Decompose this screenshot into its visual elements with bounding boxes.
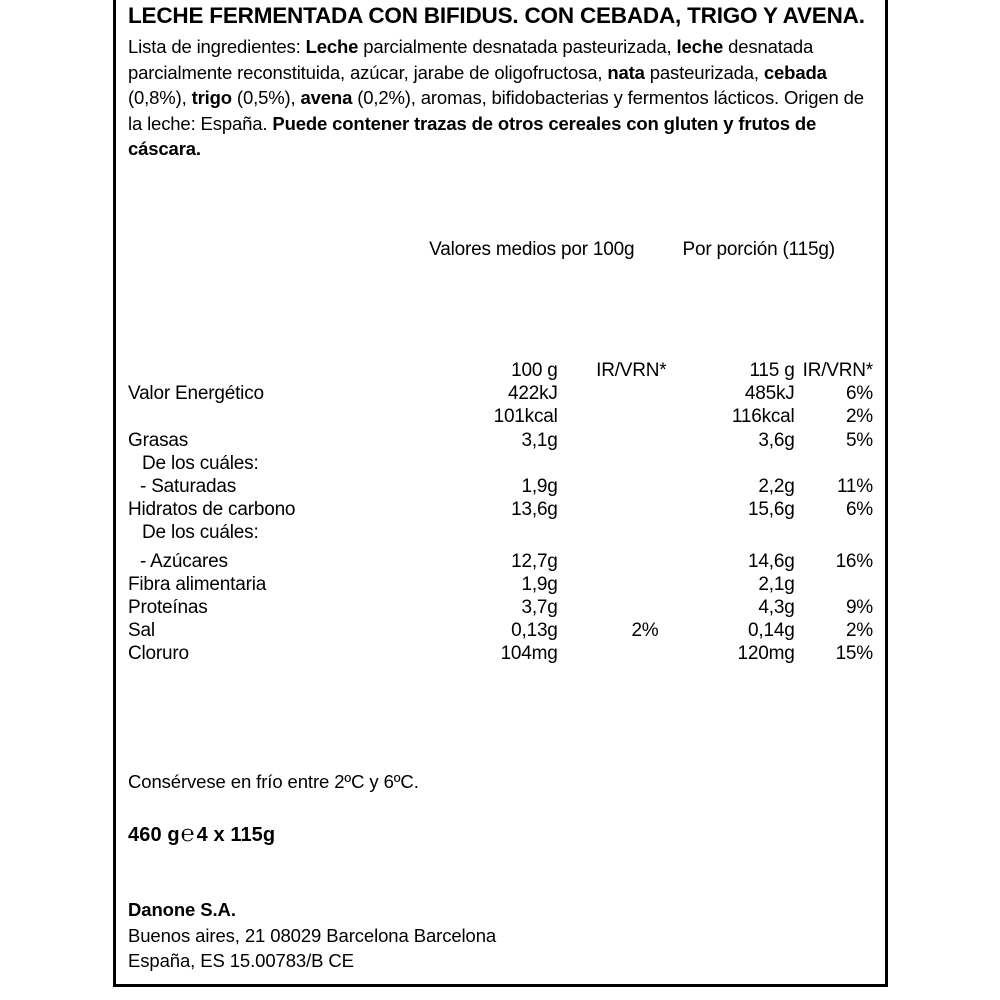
nutrient-value-100g [425,452,564,475]
nutrient-irvrn-115g [803,452,873,475]
nutrient-irvrn-100g [564,596,669,619]
nutrition-table [128,239,873,665]
nutrient-irvrn-115g: 11% [836,475,873,497]
spacer-cell [803,281,873,355]
nutrient-label: De los cuáles: [142,452,259,474]
nutrient-irvrn-100g [564,544,669,572]
spacer-cell [128,281,425,355]
spacer-cell [669,281,803,355]
superheader-per-portion: Por porción (115g) [682,239,835,260]
nutrient-value-115g: 485kJ [744,383,795,405]
nutrition-spacer-row [128,281,873,355]
nutrient-value-115g: 0,14g [748,620,795,642]
ingredient-emphasis: Puede contener trazas de otros cereales con gluten y frutos de cáscara. [128,112,817,159]
nutrient-irvrn-115g: 6% [845,499,873,521]
ingredient-text: desnatada parcialmente reconstituida, azúcar, jarabe de oligofructosa, [128,36,814,83]
ingredient-emphasis: Leche [305,36,359,57]
nutrient-value-100g: 101kcal [493,406,558,428]
nutrient-irvrn-115g: 5% [845,429,873,451]
column-header-blank [128,355,425,382]
nutrient-label: De los cuáles: [142,522,259,544]
nutrient-label: Valor Energético [128,383,264,405]
spacer-cell [564,281,669,355]
nutrient-value-100g: 0,13g [511,620,558,642]
nutrient-value-115g: 14,6g [748,550,795,572]
column-header-amount-100: 100 g [511,360,558,381]
nutrition-label-frame [113,0,888,987]
nutrient-value-100g: 12,7g [511,550,558,572]
spacer-cell [425,281,564,355]
nutrient-value-100g: 104mg [500,643,558,665]
column-header-irvrn-100: IR/VRN* [596,360,667,381]
nutrient-irvrn-115g: 9% [845,596,873,618]
nutrient-value-100g [425,521,564,544]
nutrient-label: Cloruro [128,643,189,665]
nutrient-irvrn-100g [564,428,669,451]
column-header-irvrn-115: IR/VRN* [802,360,873,381]
ingredient-text: parcialmente desnatada pasteurizada, [358,36,677,57]
table-row [128,521,873,544]
nutrient-value-115g: 2,2g [758,475,795,497]
nutrient-value-100g: 3,7g [521,596,558,618]
nutrient-label: - Azúcares [140,550,228,572]
nutrient-label: Sal [128,620,155,642]
nutrition-table-body [128,239,873,665]
nutrient-irvrn-100g: 2% [631,620,659,642]
column-header-amount-115: 115 g [749,360,795,381]
nutrient-irvrn-100g [564,642,669,665]
ingredient-text: Lista de ingredientes: [128,36,306,57]
nutrient-label: Fibra alimentaria [128,573,267,595]
company-name: Danone S.A. [128,899,236,920]
nutrient-value-115g: 3,6g [758,429,795,451]
table-row [128,405,873,428]
ingredient-text: (0,8%), [128,87,192,108]
ingredient-emphasis: avena [300,87,353,108]
net-weight-line [128,820,275,847]
table-row [128,596,873,619]
nutrient-value-100g: 1,9g [521,573,558,595]
table-row [128,573,873,596]
nutrient-value-100g: 422kJ [507,383,558,405]
nutrient-irvrn-115g: 6% [845,383,873,405]
nutrient-label: Grasas [128,429,189,451]
ingredient-emphasis: trigo [191,87,232,108]
portion-count: 4 x 115g [196,824,276,846]
nutrient-label [128,405,425,428]
nutrient-value-115g [669,452,803,475]
nutrient-value-115g: 116kcal [731,406,795,428]
table-row [128,428,873,451]
company-block [128,897,496,974]
company-country-code: España, ES 15.00783/B CE [128,950,354,971]
ingredient-emphasis: nata [607,61,645,83]
nutrient-irvrn-115g: 2% [845,620,873,642]
nutrient-irvrn-100g [564,382,669,405]
company-address: Buenos aires, 21 08029 Barcelona Barcelona [128,924,497,946]
net-weight-value: 460 g [128,824,180,846]
nutrient-irvrn-100g [564,573,669,596]
ingredients-paragraph [128,34,873,162]
nutrient-irvrn-115g: 16% [835,550,873,572]
nutrition-column-header-row [128,355,873,382]
table-row [128,619,873,642]
nutrient-value-100g: 3,1g [521,429,558,451]
storage-instructions: Consérvese en frío entre 2ºC y 6ºC. [128,771,419,792]
superheader-per-100g: Valores medios por 100g [429,239,635,260]
ingredient-text: pasteurizada, [644,61,764,83]
table-row [128,498,873,521]
nutrient-label: Proteínas [128,596,208,618]
ingredient-text: (0,2%), aromas, bifidobacterias y fermentos lácticos. Origen de la leche: España. [128,87,864,134]
table-row [128,452,873,475]
nutrient-irvrn-100g [564,521,669,544]
superheader-blank [128,239,425,281]
nutrient-value-115g: 2,1g [758,573,795,595]
ingredient-emphasis: cebada [763,61,827,83]
nutrient-value-115g: 15,6g [748,499,795,521]
nutrient-irvrn-115g: 15% [835,643,873,665]
nutrient-value-100g: 13,6g [511,499,558,521]
nutrient-value-100g: 1,9g [521,475,558,497]
nutrient-irvrn-115g: 2% [845,406,873,428]
nutrient-value-115g: 120mg [737,643,795,665]
nutrient-irvrn-100g [564,405,669,428]
nutrient-irvrn-100g [564,452,669,475]
table-row [128,475,873,498]
nutrient-value-115g [669,521,803,544]
nutrient-irvrn-100g [564,498,669,521]
table-row [128,642,873,665]
ingredient-text: (0,5%), [231,87,301,108]
nutrient-value-115g: 4,3g [758,596,795,618]
page-title: LECHE FERMENTADA CON BIFIDUS. CON CEBADA, TRIGO Y AVENA. [128,3,865,28]
ingredient-emphasis: leche [676,36,724,57]
nutrition-superheader-row [128,239,873,281]
nutrient-irvrn-100g [564,475,669,498]
table-row [128,544,873,572]
nutrient-label: - Saturadas [140,475,237,497]
estimated-sign-icon: ℮ [180,820,195,846]
nutrient-irvrn-115g [803,521,873,544]
nutrient-label: Hidratos de carbono [128,499,296,521]
nutrient-irvrn-115g [803,573,873,596]
table-row [128,382,873,405]
nutrition-table-block [128,239,873,665]
label-inner [116,0,885,984]
